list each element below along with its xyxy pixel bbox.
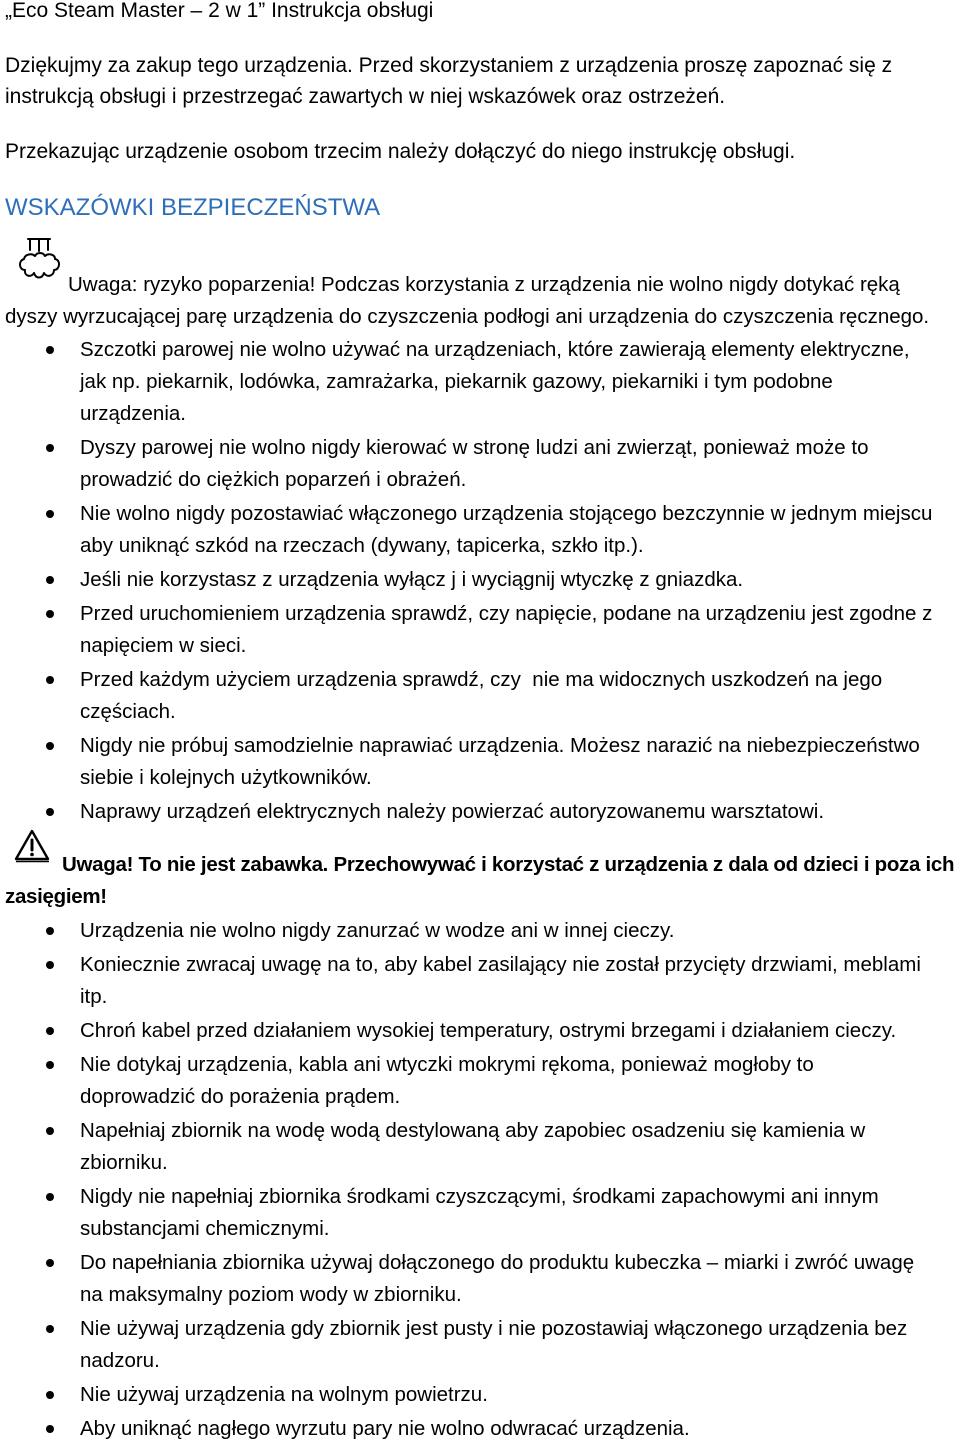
safety-list-2	[0, 915, 960, 1445]
list-item	[0, 796, 960, 828]
text-line: Aby uniknąć nagłego wyrzutu pary nie wolno odwracać urządzenia.	[80, 1417, 690, 1440]
text-line: dyszy wyrzucającej parę urządzenia do czyszczenia podłogi ani urządzenia do czyszczenia ręcznego.	[5, 305, 930, 328]
text-line: siebie i kolejnych użytkowników.	[80, 766, 372, 789]
bullet-icon	[46, 676, 54, 684]
bullet-icon	[46, 1027, 54, 1035]
text-line: Urządzenia nie wolno nigdy zanurzać w wodze ani w innej cieczy.	[80, 919, 675, 942]
text-line: Naprawy urządzeń elektrycznych należy powierzać autoryzowanemu warsztatowi.	[80, 800, 825, 823]
text-line: Chroń kabel przed działaniem wysokiej temperatury, ostrymi brzegami i działaniem cieczy.	[80, 1019, 897, 1042]
list-item	[0, 1247, 960, 1311]
text-line: na maksymalny poziom wody w zbiorniku.	[80, 1283, 462, 1306]
text-line: Napełniaj zbiornik na wodę wodą destylowaną aby zapobiec osadzeniu się kamienia w	[80, 1119, 866, 1142]
list-item	[0, 432, 960, 496]
text-line: Do napełniania zbiornika używaj dołączonego do produktu kubeczka – miarki i zwróć uwagę	[80, 1251, 915, 1274]
text-line: Dyszy parowej nie wolno nigdy kierować w stronę ludzi ani zwierząt, ponieważ może to	[80, 436, 869, 459]
bullet-icon	[46, 1259, 54, 1267]
text-line: Nie dotykaj urządzenia, kabla ani wtyczki mokrymi rękoma, ponieważ mogłoby to	[80, 1053, 814, 1076]
safety-heading	[5, 191, 960, 225]
list-item	[0, 1379, 960, 1411]
text-line: doprowadzić do porażenia prądem.	[80, 1085, 401, 1108]
list-item	[0, 1413, 960, 1445]
bullet-icon	[46, 1391, 54, 1399]
bullet-icon	[46, 1325, 54, 1333]
text-line: Nigdy nie próbuj samodzielnie naprawiać urządzenia. Możesz narazić na niebezpieczeństwo	[80, 734, 920, 757]
bullet-icon	[46, 1127, 54, 1135]
safety-list-1	[0, 334, 960, 828]
text-line: Nie używaj urządzenia gdy zbiornik jest pusty i nie pozostawiaj włączonego urządzenia bez	[80, 1317, 908, 1340]
text-line: Nie używaj urządzenia na wolnym powietrzu.	[80, 1383, 488, 1406]
list-item	[0, 915, 960, 947]
text-line: Nigdy nie napełniaj zbiornika środkami czyszczącymi, środkami zapachowymi ani innym	[80, 1185, 879, 1208]
bullet-icon	[46, 576, 54, 584]
text-line: zasięgiem!	[5, 885, 107, 908]
bullet-icon	[46, 444, 54, 452]
text-line: zbiorniku.	[80, 1151, 168, 1174]
bullet-icon	[46, 808, 54, 816]
bullet-icon	[46, 927, 54, 935]
title-text: „Eco Steam Master – 2 w 1” Instrukcja obsługi	[5, 0, 434, 22]
handover-paragraph	[5, 136, 960, 167]
text-line: częściach.	[80, 700, 176, 723]
bullet-icon	[46, 610, 54, 618]
text-line: Koniecznie zwracaj uwagę na to, aby kabel zasilający nie został przycięty drzwiami, meblami	[80, 953, 921, 976]
bullet-icon	[46, 1425, 54, 1433]
document-title	[5, 0, 960, 23]
burn-warning-paragraph	[5, 269, 960, 333]
text-line: Uwaga: ryzyko poparzenia! Podczas korzystania z urządzenia nie wolno nigdy dotykać ręką	[68, 273, 900, 296]
text-line: nadzoru.	[80, 1349, 160, 1372]
list-item	[0, 949, 960, 1013]
text-line: jak np. piekarnik, lodówka, zamrażarka, piekarnik gazowy, piekarniki i tym podobne	[80, 370, 833, 393]
intro-paragraph	[5, 50, 960, 112]
text-line: Przed każdym użyciem urządzenia sprawdź, czy nie ma widocznych uszkodzeń na jego	[80, 668, 883, 691]
list-item	[0, 1015, 960, 1047]
text-line: Przed uruchomieniem urządzenia sprawdź, czy napięcie, podane na urządzeniu jest zgodne z	[80, 602, 933, 625]
text-line: instrukcją obsługi i przestrzegać zawartych w niej wskazówek oraz ostrzeżeń.	[5, 85, 726, 108]
text-line: aby uniknąć szkód na rzeczach (dywany, tapicerka, szkło itp.).	[80, 534, 644, 557]
bullet-icon	[46, 1193, 54, 1201]
text-line: Szczotki parowej nie wolno używać na urządzeniach, które zawierają elementy elektryczne,	[80, 338, 910, 361]
text-line: urządzenia.	[80, 402, 186, 425]
list-item	[0, 664, 960, 728]
text-line: Nie wolno nigdy pozostawiać włączonego urządzenia stojącego bezczynnie w jednym miejscu	[80, 502, 933, 525]
bullet-icon	[46, 510, 54, 518]
text-line: prowadzić do ciężkich poparzeń i obrażeń.	[80, 468, 467, 491]
text-line: substancjami chemicznymi.	[80, 1217, 330, 1240]
bullet-icon	[46, 961, 54, 969]
text-line: itp.	[80, 985, 108, 1008]
text-line: Jeśli nie korzystasz z urządzenia wyłącz j i wyciągnij wtyczkę z gniazdka.	[80, 568, 744, 591]
list-item	[0, 564, 960, 596]
list-item	[0, 1181, 960, 1245]
heading-text: WSKAZÓWKI BEZPIECZEŃSTWA	[5, 194, 381, 221]
text-line: Uwaga! To nie jest zabawka. Przechowywać i korzystać z urządzenia z dala od dzieci i poza ich	[62, 853, 955, 876]
list-item	[0, 730, 960, 794]
list-item	[0, 1049, 960, 1113]
list-item	[0, 598, 960, 662]
bullet-icon	[46, 742, 54, 750]
text-line: napięciem w sieci.	[80, 634, 247, 657]
text-line: Przekazując urządzenie osobom trzecim należy dołączyć do niego instrukcję obsługi.	[5, 140, 796, 163]
bullet-icon	[46, 1061, 54, 1069]
text-line: Dziękujmy za zakup tego urządzenia. Przed skorzystaniem z urządzenia proszę zapoznać się z	[5, 54, 893, 77]
child-warning-paragraph	[5, 849, 960, 913]
list-item	[0, 498, 960, 562]
list-item	[0, 1115, 960, 1179]
list-item	[0, 1313, 960, 1377]
list-item	[0, 334, 960, 430]
bullet-icon	[46, 346, 54, 354]
